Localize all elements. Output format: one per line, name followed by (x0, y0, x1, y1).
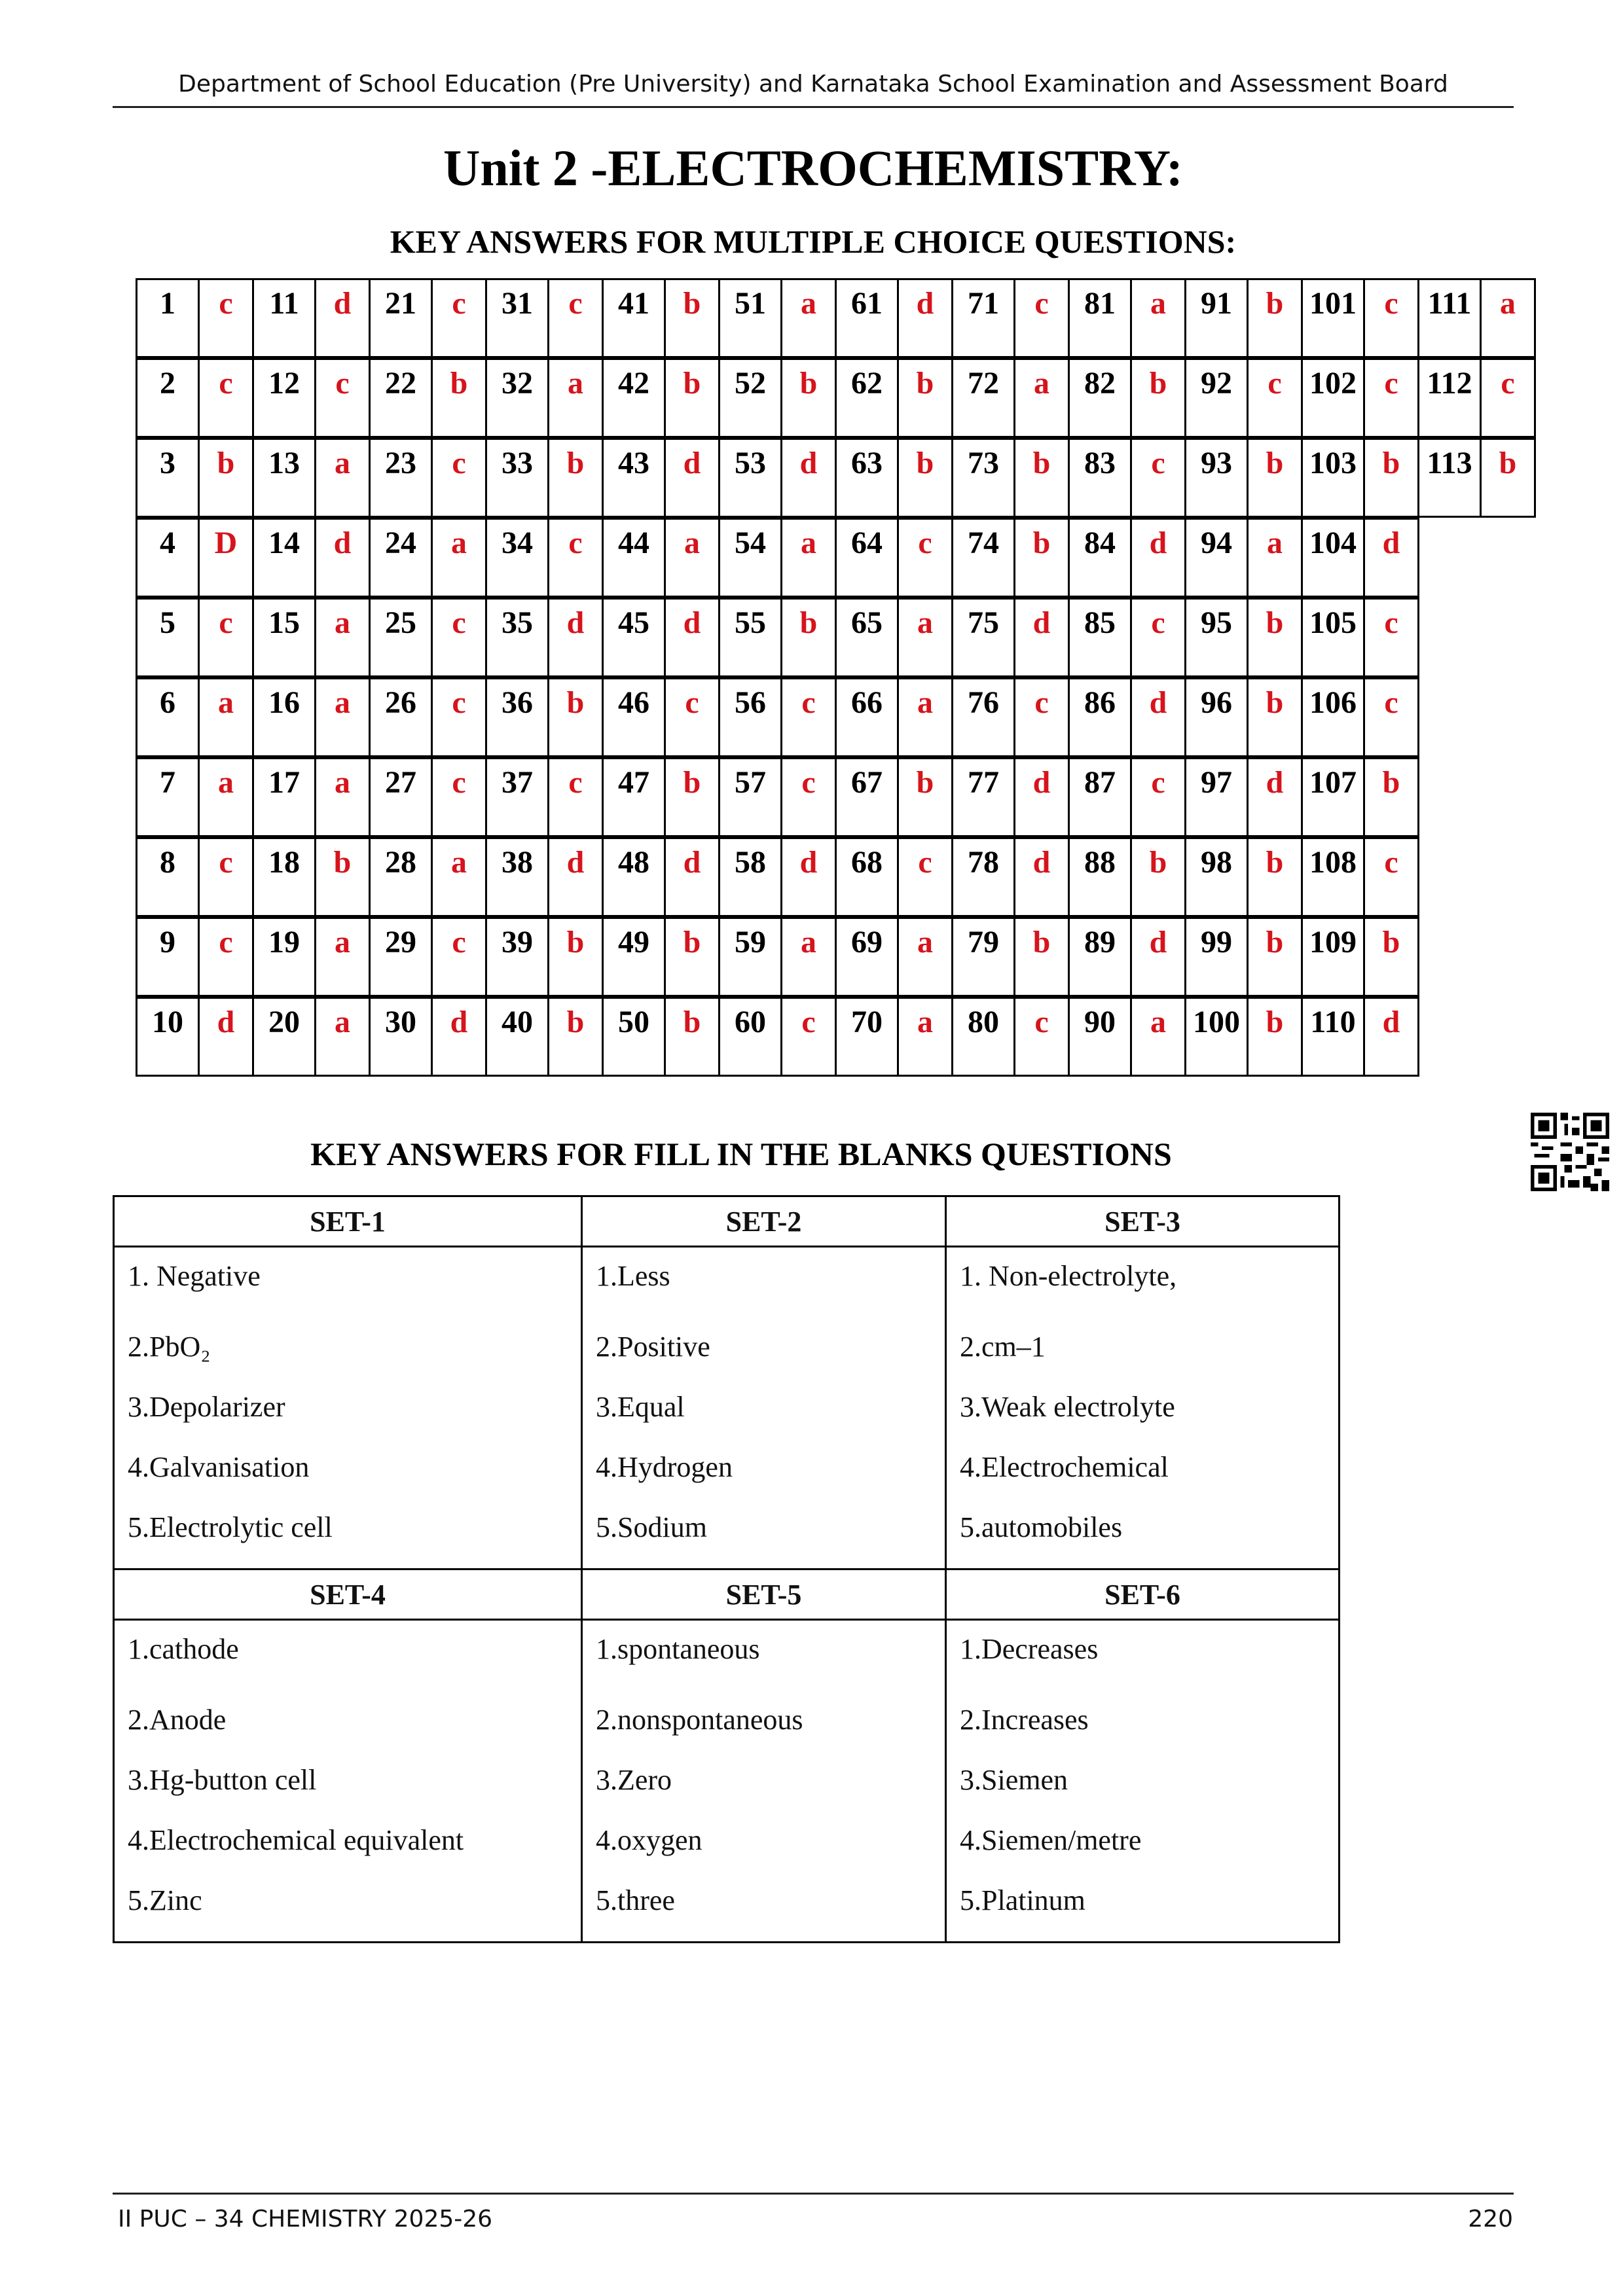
fib-answer: 4.Galvanisation (128, 1451, 310, 1483)
answer-key: c (431, 278, 487, 358)
answer-key: a (780, 917, 837, 997)
answer-key: b (1247, 598, 1303, 677)
question-number: 25 (369, 598, 433, 677)
answer-key: c (780, 757, 837, 837)
question-number: 31 (485, 278, 549, 358)
set-header: SET-6 (946, 1570, 1340, 1620)
fib-answer: 4.Siemen/metre (960, 1824, 1142, 1856)
answer-key: D (198, 518, 254, 598)
mcq-row (137, 280, 1536, 360)
answer-key: d (547, 837, 604, 917)
answer-key: d (1247, 757, 1303, 837)
answer-key: b (664, 997, 720, 1077)
set-answers (114, 1247, 582, 1570)
question-number: 66 (835, 677, 899, 757)
answer-key: a (314, 438, 371, 518)
fib-answer: 3.Zero (596, 1764, 672, 1796)
question-number: 12 (252, 358, 316, 438)
set-header: SET-2 (582, 1196, 946, 1247)
answer-key: a (314, 757, 371, 837)
answer-key: b (431, 358, 487, 438)
question-number: 98 (1184, 837, 1249, 917)
answer-key: c (431, 598, 487, 677)
question-number: 13 (252, 438, 316, 518)
answer-key: b (547, 677, 604, 757)
answer-key: d (1130, 518, 1186, 598)
answer-key: a (1130, 997, 1186, 1077)
answer-key: c (198, 837, 254, 917)
fib-answer: 3.Hg-button cell (128, 1764, 317, 1796)
question-number: 112 (1417, 358, 1482, 438)
answer-key: b (547, 917, 604, 997)
answer-key: d (664, 598, 720, 677)
fib-answer: 5.Platinum (960, 1884, 1085, 1916)
question-number: 70 (835, 997, 899, 1077)
question-number: 67 (835, 757, 899, 837)
question-number: 28 (369, 837, 433, 917)
mcq-row (137, 999, 1536, 1079)
answer-key: a (314, 677, 371, 757)
question-number: 82 (1068, 358, 1132, 438)
mcq-row (137, 759, 1536, 839)
question-number: 111 (1417, 278, 1482, 358)
question-number: 33 (485, 438, 549, 518)
fib-answer: 2.cm–1 (960, 1331, 1046, 1363)
footer-rule (113, 2193, 1514, 2195)
answer-key: c (547, 757, 604, 837)
question-number: 4 (136, 518, 200, 598)
question-number: 6 (136, 677, 200, 757)
answer-key: b (1013, 438, 1070, 518)
answer-key: b (547, 438, 604, 518)
answer-key: a (1247, 518, 1303, 598)
answer-key: b (1013, 917, 1070, 997)
fib-answer: 1.Less (596, 1260, 670, 1292)
set-header: SET-4 (114, 1570, 582, 1620)
answer-key: b (897, 438, 953, 518)
fib-answer: 3.Depolarizer (128, 1391, 285, 1423)
question-number: 24 (369, 518, 433, 598)
question-number: 20 (252, 997, 316, 1077)
set-header: SET-1 (114, 1196, 582, 1247)
answer-key: b (1363, 917, 1419, 997)
fib-answer: 1. Non-electrolyte, (960, 1260, 1177, 1292)
answer-key: c (1363, 358, 1419, 438)
fib-section-title: KEY ANSWERS FOR FILL IN THE BLANKS QUESTIONS (310, 1136, 1172, 1172)
question-number: 74 (951, 518, 1015, 598)
mcq-section-title: KEY ANSWERS FOR MULTIPLE CHOICE QUESTIONS: (390, 223, 1237, 260)
mcq-row (137, 679, 1536, 759)
question-number: 48 (602, 837, 666, 917)
question-number: 77 (951, 757, 1015, 837)
question-number: 81 (1068, 278, 1132, 358)
question-number: 5 (136, 598, 200, 677)
question-number: 43 (602, 438, 666, 518)
question-number: 84 (1068, 518, 1132, 598)
fib-answer-table (113, 1195, 1340, 1943)
question-number: 65 (835, 598, 899, 677)
answer-key: d (664, 438, 720, 518)
question-number: 52 (718, 358, 782, 438)
answer-key: c (198, 358, 254, 438)
answer-key: d (1013, 598, 1070, 677)
question-number: 8 (136, 837, 200, 917)
question-number: 105 (1301, 598, 1365, 677)
fib-answer: 4.oxygen (596, 1824, 702, 1856)
question-number: 109 (1301, 917, 1365, 997)
answer-key: c (431, 438, 487, 518)
question-number: 7 (136, 757, 200, 837)
question-number: 76 (951, 677, 1015, 757)
question-number: 95 (1184, 598, 1249, 677)
question-number: 36 (485, 677, 549, 757)
question-number: 59 (718, 917, 782, 997)
question-number: 106 (1301, 677, 1365, 757)
question-number: 57 (718, 757, 782, 837)
answer-key: b (897, 358, 953, 438)
answer-key: d (314, 518, 371, 598)
answer-key: c (431, 917, 487, 997)
question-number: 18 (252, 837, 316, 917)
answer-key: c (1363, 278, 1419, 358)
answer-key: b (664, 358, 720, 438)
answer-key: a (431, 837, 487, 917)
answer-key: c (431, 677, 487, 757)
answer-key: a (314, 997, 371, 1077)
question-number: 62 (835, 358, 899, 438)
question-number: 73 (951, 438, 1015, 518)
question-number: 94 (1184, 518, 1249, 598)
fib-answer: 2.Positive (596, 1331, 710, 1363)
question-number: 68 (835, 837, 899, 917)
answer-key: c (1363, 677, 1419, 757)
set-answers (582, 1247, 946, 1570)
fib-answer: 1. Negative (128, 1260, 261, 1292)
question-number: 15 (252, 598, 316, 677)
answer-key: a (1480, 278, 1536, 358)
fib-answer: 5.three (596, 1884, 675, 1916)
question-number: 39 (485, 917, 549, 997)
answer-key: c (1013, 997, 1070, 1077)
question-number: 53 (718, 438, 782, 518)
question-number: 9 (136, 917, 200, 997)
question-number: 23 (369, 438, 433, 518)
question-number: 56 (718, 677, 782, 757)
answer-key: d (897, 278, 953, 358)
question-number: 69 (835, 917, 899, 997)
answer-key: b (1363, 757, 1419, 837)
fib-answer: 2.Anode (128, 1704, 227, 1736)
answer-key: c (1130, 598, 1186, 677)
question-number: 104 (1301, 518, 1365, 598)
answer-key: c (897, 837, 953, 917)
question-number: 72 (951, 358, 1015, 438)
question-number: 14 (252, 518, 316, 598)
answer-key: c (547, 278, 604, 358)
question-number: 91 (1184, 278, 1249, 358)
answer-key: c (1480, 358, 1536, 438)
answer-key: c (1363, 837, 1419, 917)
fib-answer: 5.Electrolytic cell (128, 1511, 333, 1543)
question-number: 55 (718, 598, 782, 677)
answer-key: b (897, 757, 953, 837)
answer-key: c (1130, 757, 1186, 837)
answer-key: a (198, 677, 254, 757)
answer-key: d (664, 837, 720, 917)
question-number: 42 (602, 358, 666, 438)
question-number: 88 (1068, 837, 1132, 917)
fib-answer: 5.automobiles (960, 1511, 1123, 1543)
question-number: 60 (718, 997, 782, 1077)
fib-answer: 3.Weak electrolyte (960, 1391, 1175, 1423)
question-number: 1 (136, 278, 200, 358)
answer-key: d (1130, 677, 1186, 757)
question-number: 40 (485, 997, 549, 1077)
answer-key: c (780, 997, 837, 1077)
question-number: 29 (369, 917, 433, 997)
answer-key: c (547, 518, 604, 598)
unit-title: Unit 2 -ELECTROCHEMISTRY: (443, 139, 1183, 196)
answer-key: b (1480, 438, 1536, 518)
answer-key: c (198, 598, 254, 677)
question-number: 50 (602, 997, 666, 1077)
question-number: 58 (718, 837, 782, 917)
question-number: 46 (602, 677, 666, 757)
answer-key: c (1130, 438, 1186, 518)
answer-key: a (431, 518, 487, 598)
question-number: 86 (1068, 677, 1132, 757)
set-header: SET-5 (582, 1570, 946, 1620)
answer-key: b (664, 917, 720, 997)
fib-answer: 2.Increases (960, 1704, 1089, 1736)
answer-key: c (1013, 677, 1070, 757)
question-number: 26 (369, 677, 433, 757)
answer-key: b (664, 278, 720, 358)
page-header: Department of School Education (Pre University) and Karnataka School Examination and Assessment Board (178, 71, 1448, 98)
answer-key: d (314, 278, 371, 358)
question-number: 110 (1301, 997, 1365, 1077)
answer-key: b (1247, 677, 1303, 757)
answer-key: a (897, 997, 953, 1077)
answer-key: d (780, 837, 837, 917)
mcq-row (137, 360, 1536, 440)
answer-key: c (198, 917, 254, 997)
question-number: 100 (1184, 997, 1249, 1077)
answer-key: b (198, 438, 254, 518)
answer-key: d (1130, 917, 1186, 997)
question-number: 93 (1184, 438, 1249, 518)
question-number: 90 (1068, 997, 1132, 1077)
question-number: 83 (1068, 438, 1132, 518)
answer-key: a (198, 757, 254, 837)
mcq-row (137, 440, 1536, 520)
answer-key: a (314, 917, 371, 997)
question-number: 3 (136, 438, 200, 518)
mcq-row (137, 520, 1536, 600)
question-number: 75 (951, 598, 1015, 677)
question-number: 35 (485, 598, 549, 677)
question-number: 92 (1184, 358, 1249, 438)
qr-code-icon (1531, 1113, 1609, 1191)
set-answers (946, 1620, 1340, 1943)
question-number: 27 (369, 757, 433, 837)
question-number: 41 (602, 278, 666, 358)
answer-key: b (1363, 438, 1419, 518)
question-number: 10 (136, 997, 200, 1077)
answer-key: d (431, 997, 487, 1077)
question-number: 37 (485, 757, 549, 837)
set-header: SET-3 (946, 1196, 1340, 1247)
question-number: 64 (835, 518, 899, 598)
answer-key: d (780, 438, 837, 518)
answer-key: a (897, 677, 953, 757)
question-number: 47 (602, 757, 666, 837)
question-number: 17 (252, 757, 316, 837)
answer-key: b (1013, 518, 1070, 598)
answer-key: c (780, 677, 837, 757)
answer-key: b (1247, 278, 1303, 358)
question-number: 32 (485, 358, 549, 438)
mcq-answer-grid (137, 280, 1536, 1079)
question-number: 51 (718, 278, 782, 358)
answer-key: c (1247, 358, 1303, 438)
answer-key: b (314, 837, 371, 917)
question-number: 108 (1301, 837, 1365, 917)
answer-key: c (897, 518, 953, 598)
answer-key: c (314, 358, 371, 438)
mcq-row (137, 919, 1536, 999)
question-number: 34 (485, 518, 549, 598)
question-number: 44 (602, 518, 666, 598)
answer-key: c (664, 677, 720, 757)
answer-key: b (1247, 917, 1303, 997)
answer-key: a (1130, 278, 1186, 358)
question-number: 61 (835, 278, 899, 358)
answer-key: a (897, 917, 953, 997)
question-number: 80 (951, 997, 1015, 1077)
answer-key: c (1013, 278, 1070, 358)
question-number: 11 (252, 278, 316, 358)
fib-answer: 2.nonspontaneous (596, 1704, 803, 1736)
question-number: 16 (252, 677, 316, 757)
answer-key: a (1013, 358, 1070, 438)
set-answers (114, 1620, 582, 1943)
question-number: 30 (369, 997, 433, 1077)
page-number: 220 (1468, 2206, 1513, 2233)
answer-key: a (314, 598, 371, 677)
answer-key: b (780, 358, 837, 438)
answer-key: b (1247, 997, 1303, 1077)
answer-key: a (780, 518, 837, 598)
question-number: 19 (252, 917, 316, 997)
answer-key: d (198, 997, 254, 1077)
answer-key: a (780, 278, 837, 358)
question-number: 101 (1301, 278, 1365, 358)
mcq-row (137, 600, 1536, 679)
set-answers (946, 1247, 1340, 1570)
question-number: 79 (951, 917, 1015, 997)
fib-answer: 2.PbO₂ (128, 1331, 211, 1363)
question-number: 78 (951, 837, 1015, 917)
fib-answer: 4.Electrochemical equivalent (128, 1824, 464, 1856)
question-number: 107 (1301, 757, 1365, 837)
answer-key: d (547, 598, 604, 677)
fib-answer: 1.cathode (128, 1633, 239, 1665)
question-number: 21 (369, 278, 433, 358)
answer-key: b (1247, 438, 1303, 518)
question-number: 45 (602, 598, 666, 677)
fib-answer: 4.Hydrogen (596, 1451, 733, 1483)
header-rule (113, 106, 1514, 108)
fib-answer: 3.Equal (596, 1391, 685, 1423)
fib-answer: 5.Sodium (596, 1511, 707, 1543)
answer-key: b (780, 598, 837, 677)
answer-key: d (1013, 757, 1070, 837)
question-number: 99 (1184, 917, 1249, 997)
set-answers (582, 1620, 946, 1943)
answer-key: c (198, 278, 254, 358)
answer-key: d (1363, 518, 1419, 598)
answer-key: d (1363, 997, 1419, 1077)
answer-key: a (664, 518, 720, 598)
answer-key: b (664, 757, 720, 837)
question-number: 103 (1301, 438, 1365, 518)
question-number: 38 (485, 837, 549, 917)
question-number: 102 (1301, 358, 1365, 438)
question-number: 2 (136, 358, 200, 438)
answer-key: c (431, 757, 487, 837)
fib-answer: 5.Zinc (128, 1884, 202, 1916)
question-number: 85 (1068, 598, 1132, 677)
answer-key: b (1247, 837, 1303, 917)
answer-key: c (1363, 598, 1419, 677)
question-number: 89 (1068, 917, 1132, 997)
footer-course: II PUC – 34 CHEMISTRY 2025-26 (118, 2206, 493, 2233)
question-number: 49 (602, 917, 666, 997)
question-number: 97 (1184, 757, 1249, 837)
answer-key: a (547, 358, 604, 438)
answer-key: a (897, 598, 953, 677)
question-number: 22 (369, 358, 433, 438)
fib-answer: 4.Electrochemical (960, 1451, 1169, 1483)
question-number: 87 (1068, 757, 1132, 837)
question-number: 71 (951, 278, 1015, 358)
question-number: 96 (1184, 677, 1249, 757)
mcq-row (137, 839, 1536, 919)
fib-answer: 1.spontaneous (596, 1633, 760, 1665)
answer-key: b (1130, 358, 1186, 438)
question-number: 63 (835, 438, 899, 518)
answer-key: b (547, 997, 604, 1077)
answer-key: d (1013, 837, 1070, 917)
fib-answer: 1.Decreases (960, 1633, 1099, 1665)
question-number: 54 (718, 518, 782, 598)
question-number: 113 (1417, 438, 1482, 518)
fib-answer: 3.Siemen (960, 1764, 1068, 1796)
answer-key: b (1130, 837, 1186, 917)
